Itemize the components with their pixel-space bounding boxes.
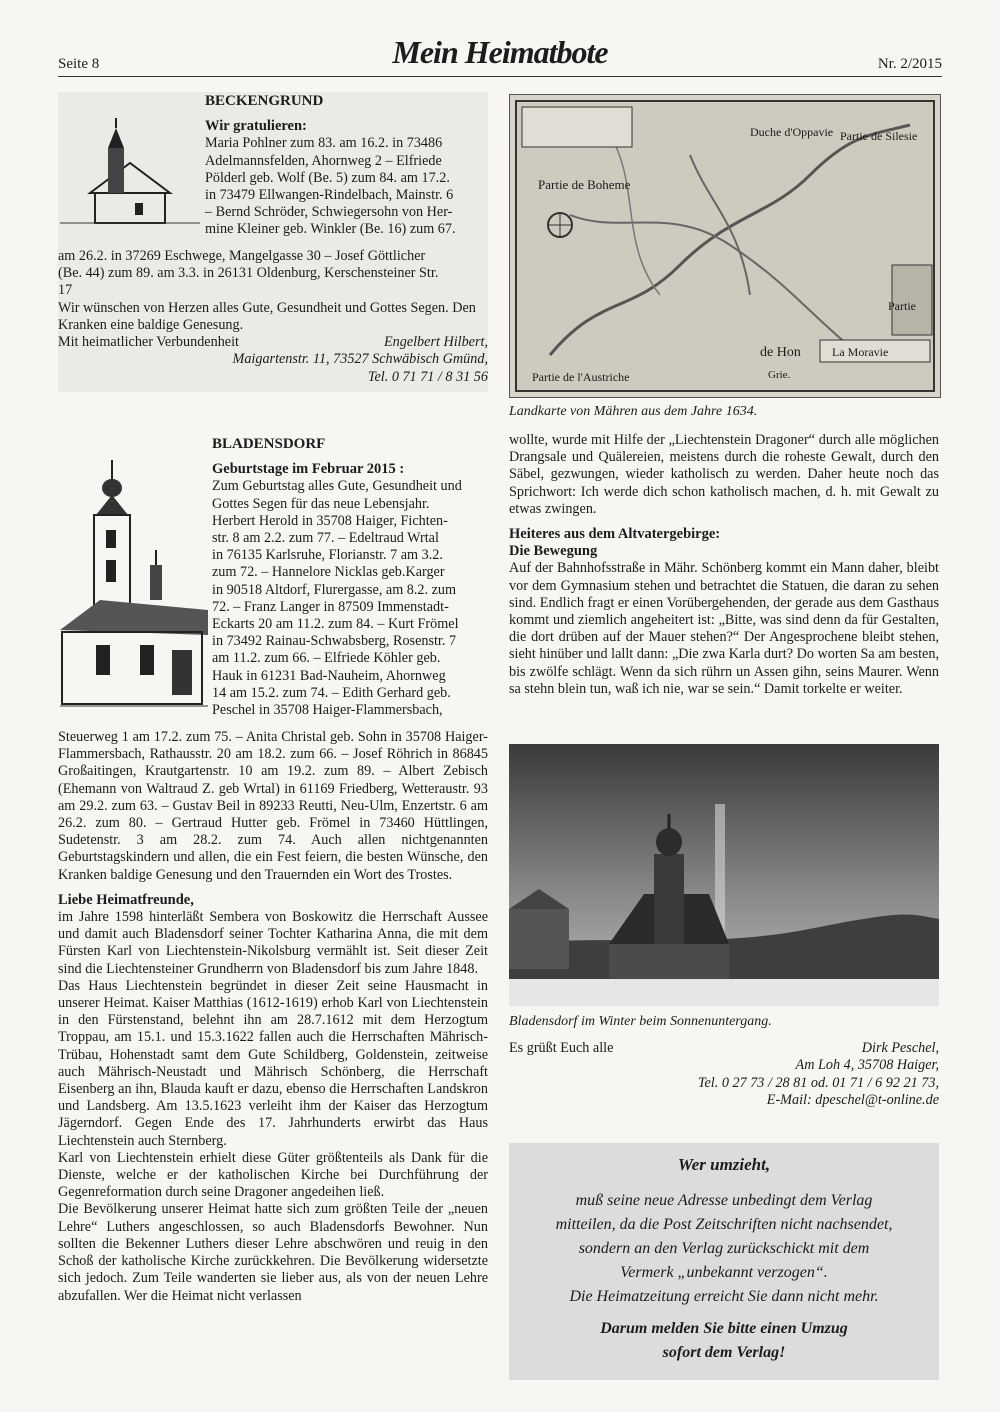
notice-line: muß seine neue Adresse unbedingt dem Verlag [575,1192,873,1209]
bladensdorf-subtitle: Geburtstage im Februar 2015 : [212,461,405,478]
map-label: Partie de Boheme [538,177,631,192]
notice-bold-line: sofort dem Verlag! [662,1344,786,1361]
map-label: Partie [888,299,916,313]
bladensdorf-title: BLADENSDORF [212,436,326,452]
beckengrund-subtitle: Wir gratulieren: [205,118,307,135]
map-label: La Moravie [832,345,889,359]
notice-line: mitteilen, da die Post Zeitschriften nicht nachsendet, [555,1216,893,1233]
church-sunset-photo [509,744,939,1006]
history-paragraph: Karl von Liechtenstein erhielt diese Güter größtenteils als Dank für die Dienste, welche er der katholischen Kirche bei Durchführung der Gegenreformation durch seine Dragoner angedeihen ließ. [58,1149,488,1201]
text-line: zum 72. – Hannelore Nicklas geb.Karger [212,564,445,581]
map-label: Grie. [768,369,791,381]
text-line: Hauk in 61231 Bad-Nauheim, Ahornweg [212,667,446,684]
page-number: Seite 8 [58,56,100,72]
text-line: Gottes Segen für das neue Lebensjahr. [212,495,430,512]
text-line: Pölderl geb. Wolf (Be. 5) zum 84. am 17.2. [205,169,450,186]
signature-name: Dirk Peschel, [861,1040,939,1057]
moving-notice-box [509,1143,939,1380]
closing-text: Mit heimatlicher Verbundenheit [58,334,239,351]
photo-caption: Bladensdorf im Winter beim Sonnenuntergang. [509,1014,772,1029]
text-line: 17 [58,282,73,299]
text-line: 14 am 15.2. zum 74. – Edith Gerhard geb. [212,684,451,701]
chapel-drawing-icon [60,118,200,228]
friends-title: Liebe Heimatfreunde, [58,891,194,908]
greeting-text: Es grüßt Euch alle [509,1040,614,1056]
map-label: Partie de l'Austriche [532,370,630,384]
text-line: am 26.2. in 37269 Eschwege, Mangelgasse 30 – Josef Göttlicher [58,248,426,264]
issue-number: Nr. 2/2015 [877,56,942,72]
beckengrund-title: BECKENGRUND [205,93,324,109]
church-drawing-icon [60,460,208,710]
map-caption: Landkarte von Mähren aus dem Jahre 1634. [509,404,758,419]
signature-email: E-Mail: dpeschel@t-online.de [766,1091,939,1108]
notice-line: sondern an den Verlag zurückschickt mit dem [578,1240,870,1257]
masthead-title: Mein Heimatbote [392,34,608,70]
map-label: de Hon [760,345,801,360]
signature-address: Am Loh 4, 35708 Haiger, [795,1057,939,1074]
map-label: Partie de Silesie [840,129,918,143]
historic-map [509,94,941,398]
history-paragraph: Das Haus Liechtenstein begründet in dieser Zeit seine Hausmacht in unserer Heimat. Kaiser Matthias (1612-1619) erhob Karl von Liechtenstein in den Fürstenstand, belehnt ihn am 28.7.1612 mit dem Herzogtum Troppau, am 15.1. und 15.3.1622 fallen auch die Herrschaften Mährisch-Trübau, Hohenstadt samt dem Gute Schildberg, Goldenstein, zeitweise auch Mährisch-Neustadt und Mährisch Schönberg, die Herrschaft Eisenberg an ihn, Blauda kauft er dazu, ebenso die Herrschaften Landskron und Landsberg. Am 13.5.1623 verleiht ihm der Kaiser das Herzogtum Jägerndorf. Gegen Ende des 17. Jahrhunderts erwirbt das Haus Liechtenstein auch Sternberg. [58,977,488,1149]
history-paragraph: im Jahre 1598 hinterläßt Sembera von Boskowitz die Herrschaft Aussee und damit auch Bladensdorf seiner Tochter Katharina Anna, die mit dem Fürsten Karl von Liechtenstein-Nikolsburg vermählt ist. Seit dieser Zeit sind die Liechtensteiner Grundherrn von Bladensdorf bis zum Jahre 1848. [58,909,488,977]
map-label: Duche d'Oppavie [750,125,834,139]
notice-bold-line: Darum melden Sie bitte einen Umzug [600,1320,848,1337]
humor-subtitle: Die Bewegung [509,543,598,560]
header-rule [58,76,942,77]
text-line: Peschel in 35708 Haiger-Flammersbach, [212,702,443,719]
birthday-continuation: Steuerweg 1 am 17.2. zum 75. – Anita Christal geb. Sohn in 35708 Haiger-Flammersbach, Rathausstr. 20 am 18.2. zum 66. – Josef Röhrich in 86845 Großaitingen, Krautgartenstr. 10 am 19.2. zum 89. – Albert Zebisch (Ehemann von Waltraud Z. geb Wrtal) in 61169 Friedberg, Wetteraustr. 93 am 29.2. zum 63. – Gustav Beil in 89233 Reutti, Neu-Ulm, Enzertstr. 6 am 26.2. zum 80. – Gertraud Hutter geb. Frömel in 73460 Hüttlingen, Sudetenstr. 3 am 28.2. zum 74. Auch allen nichtgenannten Geburtstagskindern und allen, die ein Fest feiern, die besten Wünsche, den Kranken baldige Genesung und den Trauernden ein Wort des Trostes. [58,729,488,883]
signature-phone: Tel. 0 71 71 / 8 31 56 [367,368,488,385]
text-line: in 76135 Karlsruhe, Florianstr. 7 am 3.2. [212,547,443,564]
text-line: in 90518 Altdorf, Flurergasse, am 8.2. zum [212,581,457,598]
notice-line: Die Heimatzeitung erreicht Sie dann nicht mehr. [569,1288,879,1305]
text-line: am 11.2. zum 66. – Elfriede Köhler geb. [212,650,441,667]
wish-text: Wir wünschen von Herzen alles Gute, Gesundheit und Gottes Segen. Den Kranken eine baldige Genesung. [58,299,476,333]
text-line: str. 8 am 2.2. zum 77. – Edeltraud Wrtal [212,530,439,547]
winter-photo [509,744,939,1006]
text-line: – Bernd Schröder, Schwiegersohn von Her- [205,204,453,221]
continuation-text: wollte, wurde mit Hilfe der „Liechtenstein Dragoner“ durch alle möglichen Drangsale und Quälereien, meistens durch die roheste Gewalt, durch den Säbel, gezwungen, wieder katholisch zu werden. Daher heute noch das Sprichwort: Ich werde dich schon katholisch machen, d. h. mit Gewalt zu etwas zwingen. [509,432,939,517]
text-line: Maria Pohlner zum 83. am 16.2. in 73486 [205,135,443,152]
text-line: in 73479 Ellwangen-Rindelbach, Mainstr. 6 [205,187,454,204]
text-line: Zum Geburtstag alles Gute, Gesundheit und [212,478,462,495]
text-line: 72. – Franz Langer in 87509 Immenstadt- [212,598,449,615]
text-line: Herbert Herold in 35708 Haiger, Fichten- [212,512,448,529]
signature-address: Maigartenstr. 11, 73527 Schwäbisch Gmünd, [232,351,488,368]
signature-name: Engelbert Hilbert, [383,334,488,351]
text-line: Eckarts 20 am 11.2. zum 84. – Kurt Frömel [212,616,459,633]
humor-title: Heiteres aus dem Altvatergebirge: [509,526,721,543]
notice-line: Vermerk „unbekannt verzogen“. [620,1264,828,1281]
humor-text: Auf der Bahnhofsstraße in Mähr. Schönberg kommt ein Mann daher, bleibt vor dem Gymnasium stehen und betrachtet die Statuen, die daran zu sehen sind. Endlich fragt er einen Vorübergehenden, der gerade aus dem Gasthaus kommt und ziemlich angeheitert ist: „Bitte, was sind denn da für Gestalten, die dort drüben auf der Mauer stehen?“ Der Angesprochene bleibt stehen, sieht hinüber und lallt dann: „Die zwa Karla durt? Do worten Sa am besten, bis zwölfe schlägt. Wenn da sich rührn un Assen gihn, seins Maurer. Wenn sa stehn blein tun, waß ich nie, war se sein.“ Damit torkelte er weiter. [509,560,939,697]
text-line: in 73492 Rainau-Schwabsberg, Rosenstr. 7 [212,633,457,650]
text-line: mine Kleiner geb. Winkler (Be. 16) zum 67. [205,221,456,238]
signature-phone: Tel. 0 27 73 / 28 81 od. 01 71 / 6 92 21 73, [697,1074,939,1091]
notice-title: Wer umzieht, [677,1155,771,1174]
text-line: (Be. 44) zum 89. am 3.3. in 26131 Oldenburg, Kerschensteiner Str. [58,265,439,282]
history-paragraph: Die Bevölkerung unserer Heimat hatte sich zum größten Teile der „neuen Lehre“ Luthers angeschlossen, so auch Bladensdorfs Bewohner. Nun sollten die Bekenner Luthers dieser Lehre abschwören und reuig in den Schoß der katholische Kirche zurückkehren. Die Bevölkerung widersetzte sich jedoch. Zum Teile wanderten sie lieber aus, als von der neuen Lehre abzufallen. Wer die Heimat nicht verlassen [58,1201,488,1304]
text-line: Adelmannsfelden, Ahornweg 2 – Elfriede [205,152,442,169]
